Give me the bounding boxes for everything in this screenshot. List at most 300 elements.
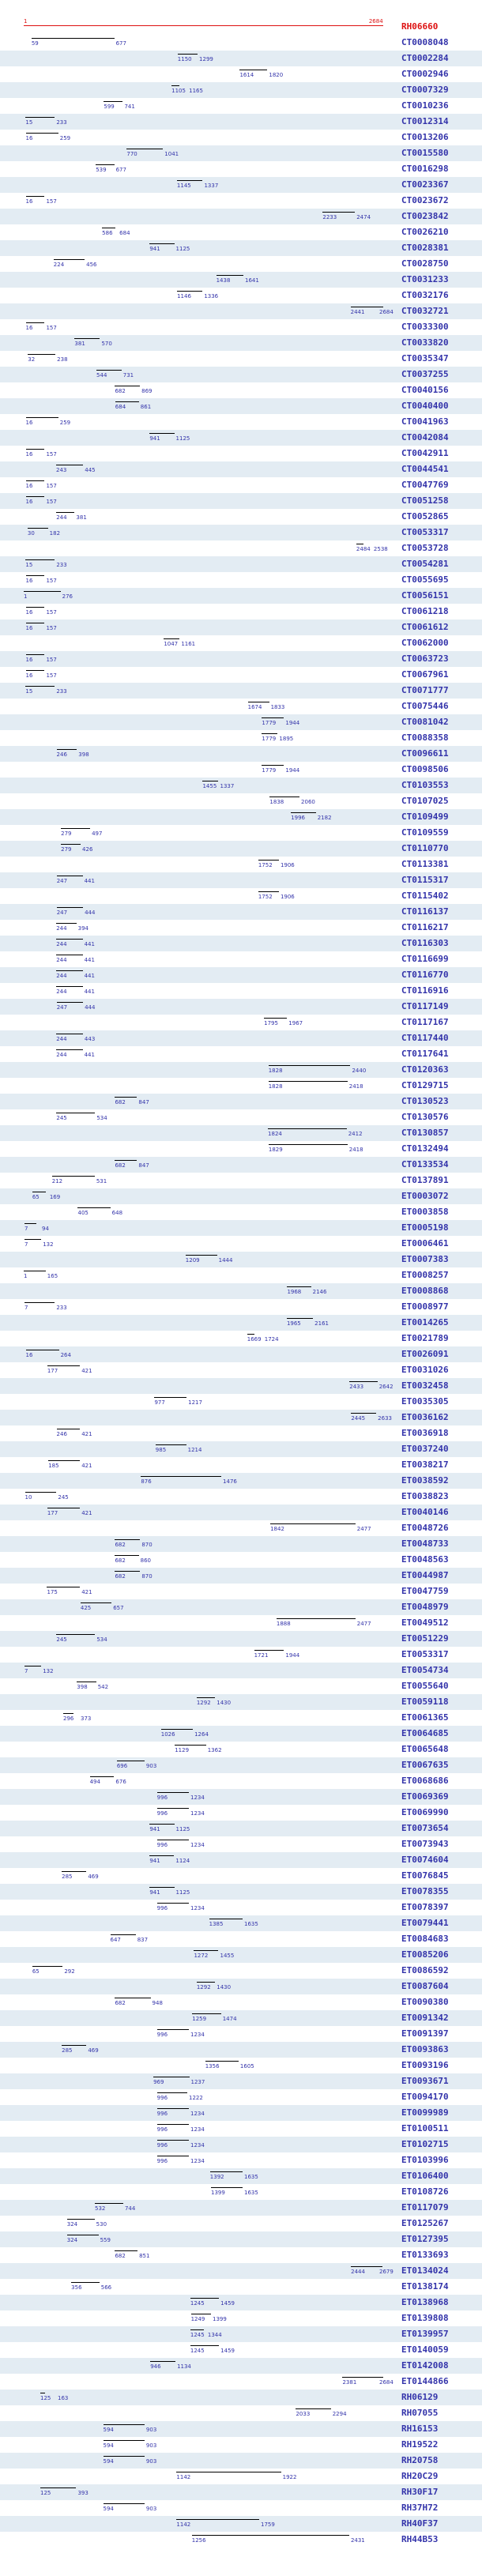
sequence-id-link[interactable]: CT0028381 bbox=[401, 243, 449, 253]
start-position: 586 bbox=[102, 230, 113, 236]
sequence-id-link[interactable]: RH16153 bbox=[401, 2423, 439, 2434]
alignment-bar bbox=[26, 654, 45, 655]
start-position: 1752 bbox=[258, 862, 273, 868]
alignment-bar bbox=[157, 2029, 189, 2030]
end-position: 157 bbox=[46, 578, 57, 584]
start-position: 1392 bbox=[209, 2174, 224, 2180]
sequence-id-link[interactable]: CT0071777 bbox=[401, 685, 449, 695]
sequence-id-link[interactable]: CT0041963 bbox=[401, 416, 449, 427]
end-position: 2684 bbox=[379, 309, 394, 315]
start-position: 1245 bbox=[190, 2348, 205, 2354]
sequence-id-link[interactable]: CT0023842 bbox=[401, 211, 449, 221]
sequence-id-link[interactable]: CT0042084 bbox=[401, 432, 449, 443]
alignment-row bbox=[0, 209, 482, 224]
start-position: 1142 bbox=[176, 2521, 191, 2528]
sequence-id-link[interactable]: CT0129715 bbox=[401, 1080, 449, 1090]
sequence-id-link[interactable]: CT0116770 bbox=[401, 970, 449, 980]
start-position: 1824 bbox=[268, 1131, 282, 1137]
sequence-id-link[interactable]: ET0048979 bbox=[401, 1602, 449, 1612]
alignment-bar bbox=[57, 749, 77, 750]
start-position: 2381 bbox=[342, 2379, 357, 2386]
start-position: 16 bbox=[25, 135, 33, 141]
sequence-id-link[interactable]: CT0062000 bbox=[401, 638, 449, 648]
start-position: 1292 bbox=[196, 1700, 211, 1706]
alignment-row bbox=[0, 1188, 482, 1204]
sequence-id-link[interactable]: ET0108726 bbox=[401, 2186, 449, 2197]
sequence-id-link[interactable]: RH37H72 bbox=[401, 2503, 439, 2513]
sequence-id-link[interactable]: CT0023367 bbox=[401, 179, 449, 190]
sequence-id-link[interactable]: CT0053317 bbox=[401, 527, 449, 537]
start-position: 682 bbox=[115, 1542, 126, 1548]
end-position: 441 bbox=[84, 989, 95, 995]
sequence-id-link[interactable]: RH19522 bbox=[401, 2439, 439, 2450]
sequence-id-link[interactable]: ET0106400 bbox=[401, 2171, 449, 2181]
sequence-id-link[interactable]: ET0008868 bbox=[401, 1286, 449, 1296]
end-position: 469 bbox=[88, 1874, 99, 1880]
sequence-id-link[interactable]: CT0117641 bbox=[401, 1049, 449, 1059]
alignment-row bbox=[0, 2342, 482, 2358]
alignment-row bbox=[0, 1836, 482, 1852]
sequence-id-link[interactable]: CT0132494 bbox=[401, 1143, 449, 1154]
sequence-id-link[interactable]: ET0007383 bbox=[401, 1254, 449, 1264]
alignment-bar bbox=[197, 1982, 215, 1983]
sequence-id-link[interactable]: CT0053728 bbox=[401, 543, 449, 553]
start-position: 245 bbox=[56, 1636, 67, 1643]
sequence-id-link[interactable]: ET0102715 bbox=[401, 2139, 449, 2149]
alignment-bar bbox=[63, 1713, 73, 1714]
end-position: 259 bbox=[59, 135, 71, 141]
start-position: 996 bbox=[156, 1810, 168, 1817]
sequence-id-link[interactable]: CT0130857 bbox=[401, 1128, 449, 1138]
alignment-row bbox=[0, 746, 482, 762]
alignment-row bbox=[0, 2405, 482, 2421]
alignment-row bbox=[0, 1505, 482, 1520]
sequence-id-link[interactable]: ET0069990 bbox=[401, 1807, 449, 1817]
sequence-id-link[interactable]: CT0055695 bbox=[401, 574, 449, 585]
end-position: 94 bbox=[42, 1226, 49, 1232]
alignment-bar bbox=[24, 1223, 36, 1224]
start-position: 1272 bbox=[194, 1953, 209, 1959]
start-position: 243 bbox=[56, 467, 67, 473]
alignment-row bbox=[0, 1283, 482, 1299]
sequence-id-link[interactable]: CT0115317 bbox=[401, 875, 449, 885]
sequence-id-link[interactable]: ET0140059 bbox=[401, 2344, 449, 2355]
sequence-id-link[interactable]: CT0002946 bbox=[401, 69, 449, 79]
sequence-id-link[interactable]: CT0033300 bbox=[401, 322, 449, 332]
start-position: 65 bbox=[32, 1194, 40, 1200]
sequence-id-link[interactable]: CT0113381 bbox=[401, 859, 449, 869]
sequence-id-link[interactable]: ET0073943 bbox=[401, 1839, 449, 1849]
alignment-row bbox=[0, 651, 482, 667]
sequence-id-link[interactable]: ET0139808 bbox=[401, 2313, 449, 2323]
sequence-id-link[interactable]: CT0117167 bbox=[401, 1017, 449, 1027]
alignment-bar bbox=[28, 354, 55, 355]
end-position: 157 bbox=[46, 609, 57, 616]
alignment-row bbox=[0, 1425, 482, 1441]
sequence-id-link[interactable]: CT0037255 bbox=[401, 369, 449, 379]
sequence-id-link[interactable]: CT0063723 bbox=[401, 653, 449, 664]
alignment-bar bbox=[90, 1776, 115, 1777]
start-position: 1752 bbox=[258, 894, 273, 900]
sequence-id-link[interactable]: ET0014265 bbox=[401, 1317, 449, 1328]
start-position: 1674 bbox=[247, 704, 262, 710]
sequence-id-link[interactable]: ET0074604 bbox=[401, 1855, 449, 1865]
alignment-row bbox=[0, 1678, 482, 1694]
sequence-id-link[interactable]: ET0005198 bbox=[401, 1222, 449, 1233]
sequence-id-link[interactable]: CT0026210 bbox=[401, 227, 449, 237]
sequence-id-link[interactable]: ET0048563 bbox=[401, 1554, 449, 1565]
sequence-id-link[interactable]: ET0049512 bbox=[401, 1618, 449, 1628]
alignment-row bbox=[0, 1473, 482, 1489]
sequence-id-link[interactable]: CT0120363 bbox=[401, 1064, 449, 1075]
alignment-bar bbox=[62, 2045, 86, 2046]
alignment-row bbox=[0, 1441, 482, 1457]
sequence-id-link[interactable]: ET0048733 bbox=[401, 1538, 449, 1549]
sequence-id-link[interactable]: ET0021789 bbox=[401, 1333, 449, 1343]
sequence-id-link[interactable]: ET0076845 bbox=[401, 1870, 449, 1881]
start-position: 224 bbox=[53, 262, 65, 268]
sequence-id-link[interactable]: CT0109559 bbox=[401, 827, 449, 838]
end-position: 163 bbox=[58, 2395, 69, 2401]
sequence-id-link[interactable]: ET0134024 bbox=[401, 2265, 449, 2276]
sequence-id-link[interactable]: ET0038592 bbox=[401, 1475, 449, 1486]
end-position: 444 bbox=[85, 1004, 96, 1011]
sequence-id-link[interactable]: RH40F37 bbox=[401, 2518, 439, 2529]
sequence-id-link[interactable]: ET0036918 bbox=[401, 1428, 449, 1438]
sequence-id-link[interactable]: ET0073654 bbox=[401, 1823, 449, 1833]
sequence-id-link[interactable]: ET0036162 bbox=[401, 1412, 449, 1422]
end-position: 1362 bbox=[207, 1747, 222, 1753]
sequence-id-link[interactable]: CT0110770 bbox=[401, 843, 449, 853]
alignment-row bbox=[0, 493, 482, 509]
sequence-id-link[interactable]: ET0133693 bbox=[401, 2250, 449, 2260]
start-position: 594 bbox=[103, 2506, 114, 2512]
sequence-id-link[interactable]: CT0117440 bbox=[401, 1033, 449, 1043]
sequence-id-link[interactable]: ET0086592 bbox=[401, 1965, 449, 1975]
sequence-id-link[interactable]: CT0061612 bbox=[401, 622, 449, 632]
end-position: 1125 bbox=[175, 1889, 190, 1896]
alignment-row bbox=[0, 540, 482, 556]
alignment-row bbox=[0, 2121, 482, 2137]
sequence-id-link[interactable]: ET0037240 bbox=[401, 1444, 449, 1454]
sequence-id-link[interactable]: ET0040146 bbox=[401, 1507, 449, 1517]
sequence-id-link[interactable]: ET0084683 bbox=[401, 1934, 449, 1944]
start-position: 1779 bbox=[262, 720, 277, 726]
end-position: 559 bbox=[100, 2237, 111, 2243]
sequence-id-link[interactable]: ET0117079 bbox=[401, 2202, 449, 2213]
sequence-id-link[interactable]: CT0067961 bbox=[401, 669, 449, 680]
start-position: 125 bbox=[40, 2490, 51, 2496]
sequence-id-link[interactable]: CT0002284 bbox=[401, 53, 449, 63]
sequence-id-link[interactable]: CT0032721 bbox=[401, 306, 449, 316]
alignment-row bbox=[0, 841, 482, 857]
sequence-id-link[interactable]: CT0052865 bbox=[401, 511, 449, 522]
sequence-id-link[interactable]: CT0096611 bbox=[401, 748, 449, 759]
sequence-id-link[interactable]: ET0094170 bbox=[401, 2092, 449, 2102]
alignment-row bbox=[0, 1584, 482, 1599]
sequence-id-link[interactable]: ET0055640 bbox=[401, 1681, 449, 1691]
sequence-id-link[interactable]: ET0067635 bbox=[401, 1760, 449, 1770]
start-position: 2444 bbox=[351, 2269, 365, 2275]
sequence-id-link[interactable]: ET0091397 bbox=[401, 2028, 449, 2039]
sequence-id-link[interactable]: CT0015580 bbox=[401, 148, 449, 158]
sequence-id-link[interactable]: CT0044541 bbox=[401, 464, 449, 474]
sequence-id-link[interactable]: CT0107025 bbox=[401, 796, 449, 806]
alignment-bar bbox=[186, 1255, 217, 1256]
end-position: 741 bbox=[124, 104, 135, 110]
alignment-row bbox=[0, 177, 482, 193]
sequence-id-link[interactable]: CT0016298 bbox=[401, 164, 449, 174]
sequence-id-link[interactable]: ET0127395 bbox=[401, 2234, 449, 2244]
end-position: 1134 bbox=[177, 2363, 191, 2370]
sequence-id-link[interactable]: CT0130523 bbox=[401, 1096, 449, 1106]
end-position: 677 bbox=[115, 40, 126, 47]
sequence-id-link[interactable]: ET0099989 bbox=[401, 2107, 449, 2118]
sequence-id-link[interactable]: ET0032458 bbox=[401, 1380, 449, 1391]
sequence-id-link[interactable]: ET0138968 bbox=[401, 2297, 449, 2307]
alignment-bar bbox=[157, 2108, 189, 2109]
sequence-id-link[interactable]: CT0040400 bbox=[401, 401, 449, 411]
sequence-id-link[interactable]: ET0008257 bbox=[401, 1270, 449, 1280]
end-position: 2294 bbox=[332, 2411, 347, 2417]
alignment-row bbox=[0, 525, 482, 540]
sequence-id-link[interactable]: ET0069369 bbox=[401, 1791, 449, 1802]
start-position: 682 bbox=[115, 2253, 126, 2259]
alignment-bar bbox=[217, 275, 243, 276]
sequence-id-link[interactable]: RH30F17 bbox=[401, 2487, 439, 2497]
sequence-id-link[interactable]: RH20758 bbox=[401, 2455, 439, 2465]
sequence-id-link[interactable]: ET0090380 bbox=[401, 1997, 449, 2007]
sequence-id-link[interactable]: CT0031233 bbox=[401, 274, 449, 284]
sequence-id-link[interactable]: CT0056151 bbox=[401, 590, 449, 601]
sequence-id-link[interactable]: RH20C29 bbox=[401, 2471, 439, 2481]
sequence-id-link[interactable]: CT0012314 bbox=[401, 116, 449, 126]
start-position: 996 bbox=[156, 2126, 168, 2133]
start-position: 247 bbox=[56, 1004, 68, 1011]
sequence-id-link[interactable]: CT0033820 bbox=[401, 337, 449, 348]
end-position: 421 bbox=[81, 1368, 92, 1374]
sequence-id-link[interactable]: CT0032176 bbox=[401, 290, 449, 300]
sequence-id-link[interactable]: CT0115402 bbox=[401, 891, 449, 901]
end-position: 1299 bbox=[199, 56, 213, 62]
alignment-row bbox=[0, 2216, 482, 2231]
end-position: 157 bbox=[46, 625, 57, 631]
alignment-bar bbox=[26, 670, 45, 671]
start-position: 985 bbox=[155, 1447, 167, 1453]
sequence-id-link[interactable]: ET0031026 bbox=[401, 1365, 449, 1375]
end-position: 233 bbox=[56, 1305, 67, 1311]
sequence-id-link[interactable]: ET0061365 bbox=[401, 1712, 449, 1723]
alignment-bar bbox=[25, 1492, 57, 1493]
alignment-bar bbox=[115, 2250, 137, 2251]
sequence-id-link[interactable]: RH44B53 bbox=[401, 2534, 439, 2544]
sequence-id-link[interactable]: RH06129 bbox=[401, 2392, 439, 2402]
sequence-id-link[interactable]: ET0078397 bbox=[401, 1902, 449, 1912]
start-position: 177 bbox=[47, 1510, 58, 1516]
sequence-id-link[interactable]: ET0008977 bbox=[401, 1301, 449, 1312]
alignment-bar bbox=[154, 1397, 186, 1398]
alignment-bar bbox=[157, 1903, 189, 1904]
sequence-id-link[interactable]: ET0003858 bbox=[401, 1207, 449, 1217]
alignment-bar bbox=[56, 1634, 95, 1635]
alignment-row bbox=[0, 604, 482, 620]
end-position: 165 bbox=[47, 1273, 58, 1279]
alignment-row bbox=[0, 1157, 482, 1173]
sequence-id-link[interactable]: CT0116916 bbox=[401, 985, 449, 996]
alignment-row bbox=[0, 193, 482, 209]
sequence-id-link[interactable]: ET0051229 bbox=[401, 1633, 449, 1644]
sequence-id-link[interactable]: CT0007329 bbox=[401, 85, 449, 95]
start-position: 244 bbox=[56, 957, 67, 963]
alignment-bar bbox=[190, 2329, 204, 2330]
alignment-bar bbox=[115, 1160, 137, 1161]
end-position: 2182 bbox=[317, 815, 332, 821]
sequence-id-link[interactable]: CT0047769 bbox=[401, 480, 449, 490]
alignment-row bbox=[0, 2532, 482, 2548]
sequence-id-link[interactable]: ET0093196 bbox=[401, 2060, 449, 2070]
sequence-id-link[interactable]: ET0035305 bbox=[401, 1396, 449, 1407]
end-position: 443 bbox=[84, 1036, 96, 1042]
alignment-bar bbox=[192, 2013, 220, 2014]
alignment-row bbox=[0, 2453, 482, 2469]
alignment-row bbox=[0, 1489, 482, 1505]
sequence-id-link[interactable]: ET0125267 bbox=[401, 2218, 449, 2228]
sequence-id-link[interactable]: ET0059118 bbox=[401, 1697, 449, 1707]
sequence-id-link[interactable]: ET0026091 bbox=[401, 1349, 449, 1359]
sequence-id-link[interactable]: CT0035347 bbox=[401, 353, 449, 363]
sequence-id-link[interactable]: CT0013206 bbox=[401, 132, 449, 142]
sequence-id-link[interactable]: CT0010236 bbox=[401, 100, 449, 111]
alignment-row bbox=[0, 1694, 482, 1710]
start-position: 65 bbox=[32, 1968, 40, 1975]
alignment-row bbox=[0, 999, 482, 1015]
sequence-id-link[interactable]: ET0093863 bbox=[401, 2044, 449, 2054]
sequence-id-link[interactable]: ET0079441 bbox=[401, 1918, 449, 1928]
alignment-bar bbox=[264, 1018, 287, 1019]
sequence-id-link[interactable]: CT0008048 bbox=[401, 37, 449, 47]
sequence-id-link[interactable]: ET0053317 bbox=[401, 1649, 449, 1659]
sequence-id-link[interactable]: ET0003072 bbox=[401, 1191, 449, 1201]
end-position: 2684 bbox=[379, 2379, 394, 2386]
sequence-id-link[interactable]: CT0081042 bbox=[401, 717, 449, 727]
alignment-bar bbox=[268, 1128, 347, 1129]
sequence-id-link[interactable]: CT0088358 bbox=[401, 733, 449, 743]
sequence-id-link[interactable]: ET0103996 bbox=[401, 2155, 449, 2165]
end-position: 1833 bbox=[270, 704, 285, 710]
end-position: 1234 bbox=[190, 2158, 205, 2164]
alignment-row bbox=[0, 130, 482, 145]
sequence-id-link[interactable]: CT0133534 bbox=[401, 1159, 449, 1169]
alignment-row bbox=[0, 572, 482, 588]
sequence-id-link[interactable]: CT0103553 bbox=[401, 780, 449, 790]
sequence-id-link[interactable]: CT0137891 bbox=[401, 1175, 449, 1185]
sequence-id-link[interactable]: ET0054734 bbox=[401, 1665, 449, 1675]
sequence-id-link[interactable]: ET0087604 bbox=[401, 1981, 449, 1991]
alignment-row bbox=[0, 1931, 482, 1947]
sequence-id-link[interactable]: ET0038823 bbox=[401, 1491, 449, 1501]
sequence-id-link[interactable]: ET0085206 bbox=[401, 1949, 449, 1960]
alignment-row bbox=[0, 414, 482, 430]
alignment-bar bbox=[26, 607, 45, 608]
alignment-row bbox=[0, 1599, 482, 1615]
end-position: 245 bbox=[58, 1494, 69, 1501]
sequence-id-link[interactable]: CT0117149 bbox=[401, 1001, 449, 1011]
sequence-id-link[interactable]: RH06660 bbox=[401, 21, 439, 32]
alignment-row bbox=[0, 2105, 482, 2121]
start-position: 247 bbox=[56, 910, 68, 916]
sequence-id-link[interactable]: RH07055 bbox=[401, 2408, 439, 2418]
alignment-row bbox=[0, 382, 482, 398]
alignment-bar bbox=[192, 2535, 349, 2536]
sequence-id-link[interactable]: ET0048726 bbox=[401, 1523, 449, 1533]
sequence-id-link[interactable]: ET0091342 bbox=[401, 2013, 449, 2023]
end-position: 1234 bbox=[190, 2142, 205, 2149]
sequence-id-link[interactable]: CT0116699 bbox=[401, 954, 449, 964]
alignment-row bbox=[0, 1267, 482, 1283]
start-position: 996 bbox=[156, 2111, 168, 2117]
sequence-id-link[interactable]: CT0109499 bbox=[401, 812, 449, 822]
alignment-row bbox=[0, 367, 482, 382]
sequence-id-link[interactable]: CT0075446 bbox=[401, 701, 449, 711]
end-position: 441 bbox=[84, 878, 95, 884]
sequence-id-link[interactable]: ET0044987 bbox=[401, 1570, 449, 1580]
sequence-id-link[interactable]: ET0038217 bbox=[401, 1459, 449, 1470]
end-position: 2477 bbox=[356, 1621, 371, 1627]
start-position: 594 bbox=[103, 2427, 114, 2433]
alignment-bar bbox=[277, 1618, 356, 1619]
alignment-bar bbox=[156, 1444, 186, 1445]
sequence-id-link[interactable]: ET0006461 bbox=[401, 1238, 449, 1248]
sequence-id-link[interactable]: ET0093671 bbox=[401, 2076, 449, 2086]
alignment-bar bbox=[149, 1824, 174, 1825]
sequence-id-link[interactable]: ET0142008 bbox=[401, 2360, 449, 2371]
sequence-id-link[interactable]: CT0023672 bbox=[401, 195, 449, 205]
end-position: 684 bbox=[119, 230, 130, 236]
start-position: 682 bbox=[115, 2000, 126, 2006]
sequence-id-link[interactable]: CT0098506 bbox=[401, 764, 449, 774]
sequence-id-link[interactable]: CT0042911 bbox=[401, 448, 449, 458]
alignment-row bbox=[0, 904, 482, 920]
sequence-id-link[interactable]: CT0130576 bbox=[401, 1112, 449, 1122]
end-position: 847 bbox=[138, 1099, 149, 1105]
sequence-id-link[interactable]: ET0100511 bbox=[401, 2123, 449, 2133]
sequence-id-link[interactable]: CT0116303 bbox=[401, 938, 449, 948]
start-position: 684 bbox=[115, 404, 126, 410]
sequence-id-link[interactable]: CT0040156 bbox=[401, 385, 449, 395]
alignment-bar bbox=[24, 591, 61, 592]
sequence-id-link[interactable]: ET0144866 bbox=[401, 2376, 449, 2386]
sequence-id-link[interactable]: CT0028750 bbox=[401, 258, 449, 269]
sequence-id-link[interactable]: CT0061218 bbox=[401, 606, 449, 616]
sequence-id-link[interactable]: CT0116217 bbox=[401, 922, 449, 932]
alignment-row bbox=[0, 2437, 482, 2453]
end-position: 903 bbox=[145, 2427, 157, 2433]
sequence-id-link[interactable]: ET0078355 bbox=[401, 1886, 449, 1896]
end-position: 1820 bbox=[269, 72, 284, 78]
alignment-row bbox=[0, 114, 482, 130]
sequence-id-link[interactable]: ET0139957 bbox=[401, 2329, 449, 2339]
sequence-id-link[interactable]: ET0138174 bbox=[401, 2281, 449, 2292]
sequence-id-link[interactable]: CT0116137 bbox=[401, 906, 449, 917]
sequence-id-link[interactable]: CT0054281 bbox=[401, 559, 449, 569]
sequence-id-link[interactable]: ET0064685 bbox=[401, 1728, 449, 1738]
sequence-id-link[interactable]: ET0047759 bbox=[401, 1586, 449, 1596]
sequence-id-link[interactable]: CT0051258 bbox=[401, 495, 449, 506]
sequence-id-link[interactable]: ET0068686 bbox=[401, 1776, 449, 1786]
end-position: 426 bbox=[82, 846, 93, 853]
start-position: 1779 bbox=[262, 736, 277, 742]
sequence-id-link[interactable]: ET0065648 bbox=[401, 1744, 449, 1754]
